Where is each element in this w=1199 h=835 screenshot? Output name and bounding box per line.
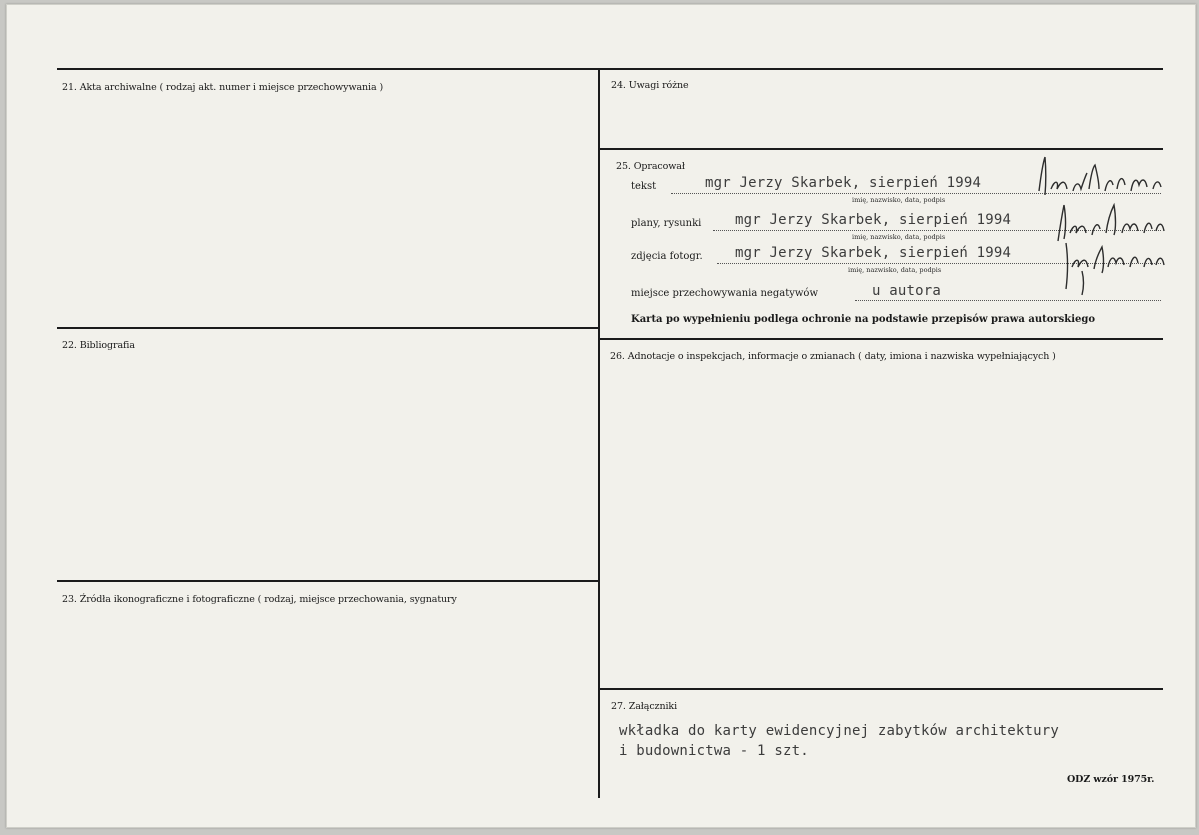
signature-zdjecia (1052, 237, 1172, 297)
zdjecia-value: mgr Jerzy Skarbek, sierpień 1994 (735, 245, 1012, 261)
plany-value: mgr Jerzy Skarbek, sierpień 1994 (735, 212, 1012, 228)
tekst-label: tekst (631, 181, 657, 192)
record-card (6, 4, 1196, 828)
section-23-label: 23. Źródła ikonograficzne i fotograficzne ( rodzaj, miejsce przechowania, sygnatury (62, 594, 457, 605)
form-footer: ODZ wzór 1975r. (1067, 774, 1155, 785)
negatywy-underline (855, 300, 1161, 301)
divider-21-22 (57, 327, 600, 329)
copyright-note: Karta po wypełnieniu podlega ochronie na podstawie przepisów prawa autorskiego (631, 314, 1096, 325)
tekst-value: mgr Jerzy Skarbek, sierpień 1994 (705, 175, 982, 191)
divider-25-26 (600, 338, 1163, 340)
section-22-label: 22. Bibliografia (62, 340, 135, 351)
section-21-label: 21. Akta archiwalne ( rodzaj akt. numer i miejsce przechowywania ) (62, 82, 384, 93)
section-24-label: 24. Uwagi różne (611, 80, 689, 91)
divider-22-23 (57, 580, 600, 582)
zdjecia-label: zdjęcia fotogr. (631, 251, 703, 262)
plany-caption: imię, nazwisko, data, podpis (852, 233, 946, 241)
zdjecia-caption: imię, nazwisko, data, podpis (848, 266, 942, 274)
plany-label: plany, rysunki (631, 218, 702, 229)
section-25-label: 25. Opracował (616, 161, 685, 172)
signature-tekst (1027, 155, 1177, 205)
top-rule (57, 68, 1163, 70)
negatywy-label: miejsce przechowywania negatywów (631, 288, 818, 299)
negatywy-value: u autora (872, 283, 942, 299)
tekst-caption: imię, nazwisko, data, podpis (852, 196, 946, 204)
divider-26-27 (600, 688, 1163, 690)
attachment-line-1: wkładka do karty ewidencyjnej zabytków architektury (619, 723, 1060, 739)
section-27-label: 27. Załączniki (611, 701, 678, 712)
divider-24-25 (600, 148, 1163, 150)
attachment-line-2: i budownictwa - 1 szt. (619, 743, 809, 759)
section-26-label: 26. Adnotacje o inspekcjach, informacje o zmianach ( daty, imiona i nazwiska wypełniających ) (610, 351, 1056, 362)
